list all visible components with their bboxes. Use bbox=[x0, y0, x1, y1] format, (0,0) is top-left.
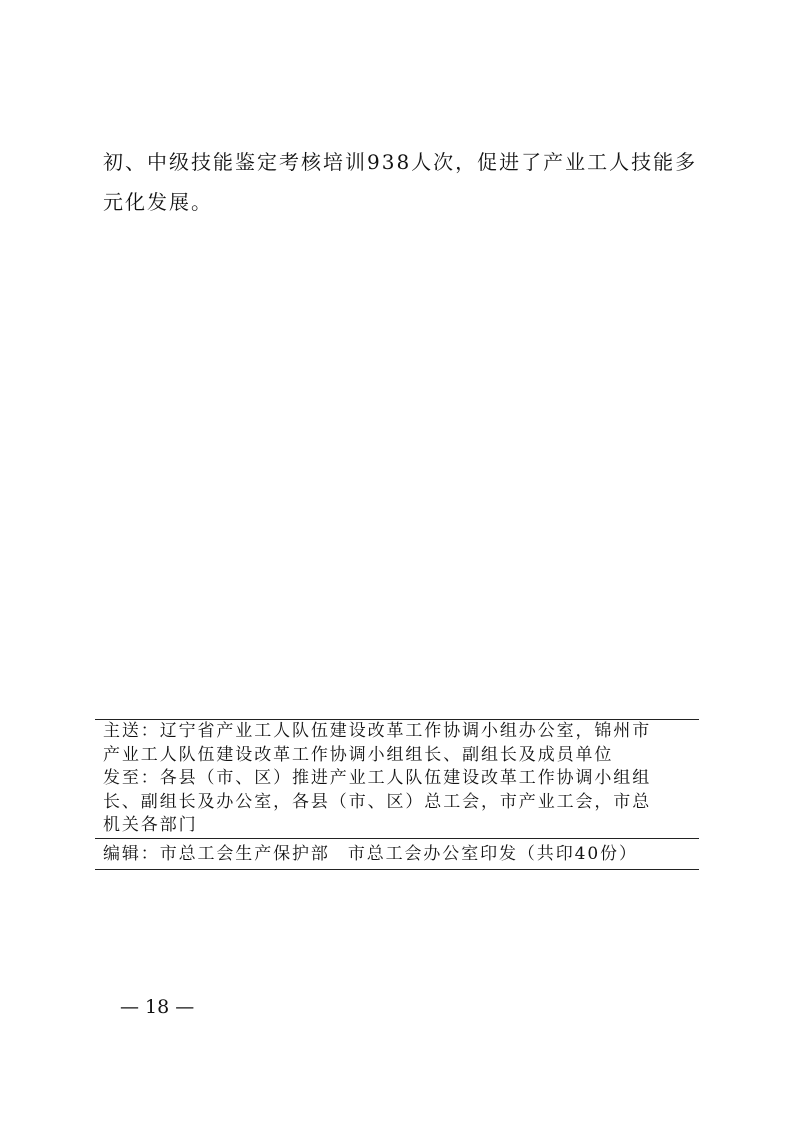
copy-to-line: 发至：各县（市、区）推进产业工人队伍建设改革工作协调小组组 bbox=[103, 768, 652, 788]
recipients-line: 主送：辽宁省产业工人队伍建设改革工作协调小组办公室，锦州市 bbox=[103, 721, 652, 741]
copy-to-line: 机关各部门 bbox=[103, 815, 198, 835]
body-text bbox=[103, 142, 703, 222]
issuer-label: 市总工会办公室印发（共印40份） bbox=[347, 843, 638, 864]
editor-line bbox=[95, 838, 699, 869]
editor-label: 编辑：市总工会生产保护部 bbox=[103, 843, 330, 864]
body-line: 初、中级技能鉴定考核培训938人次，促进了产业工人技能多 bbox=[103, 150, 698, 174]
recipients-line: 产业工人队伍建设改革工作协调小组组长、副组长及成员单位 bbox=[103, 744, 614, 765]
copy-to-line: 长、副组长及办公室，各县（市、区）总工会，市产业工会，市总 bbox=[103, 791, 652, 812]
body-line: 元化发展。 bbox=[103, 190, 213, 214]
page-number: — 18 — bbox=[120, 996, 195, 1018]
distribution-box bbox=[95, 719, 699, 870]
